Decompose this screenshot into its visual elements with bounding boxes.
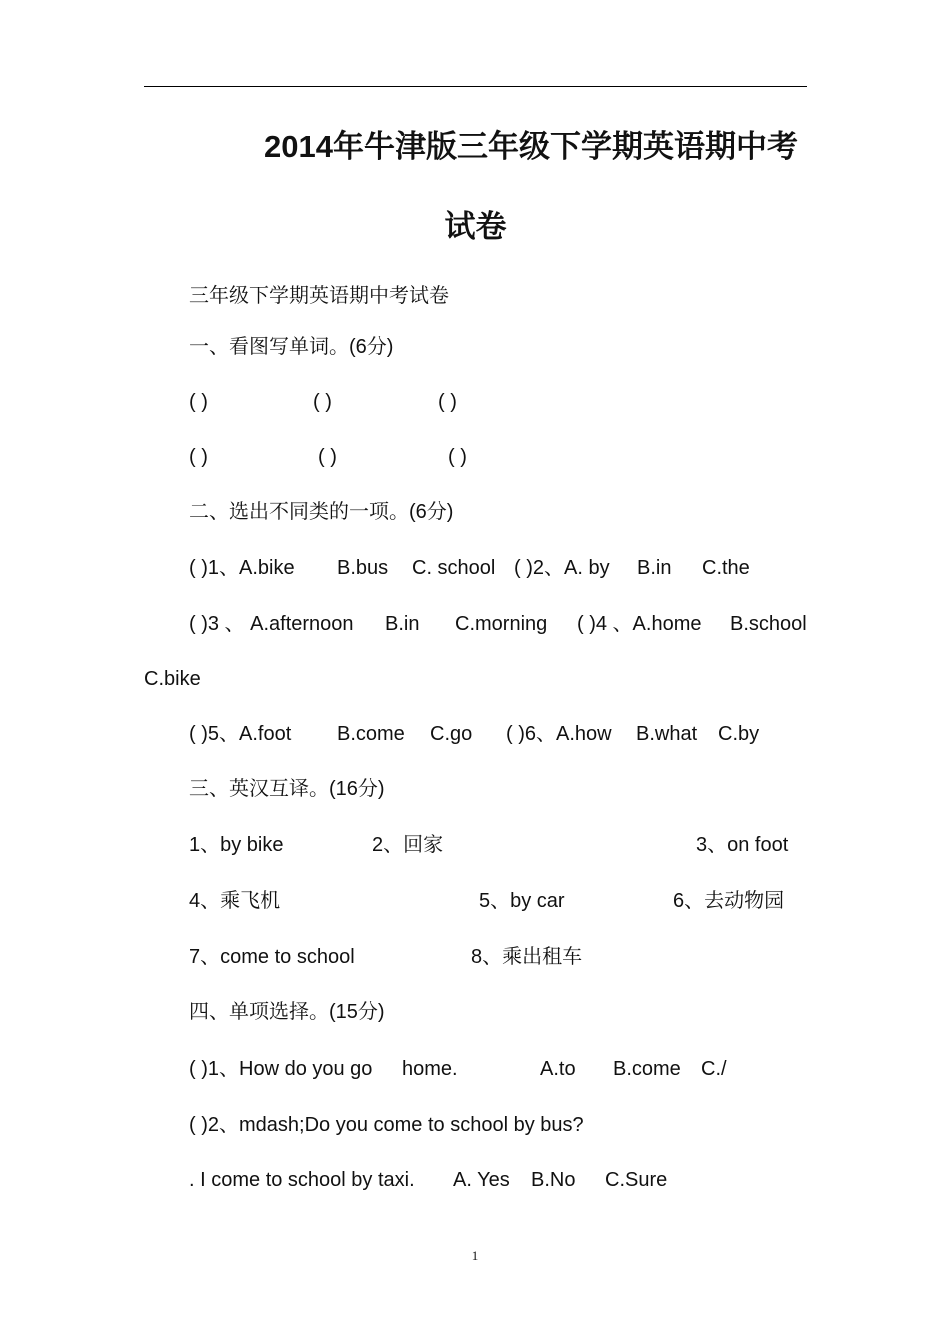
question-item: ( )1、A.bike bbox=[189, 557, 295, 579]
answer-blank: ( ) bbox=[189, 391, 208, 413]
translation-item: 3、on foot bbox=[696, 834, 789, 856]
option: B.what bbox=[636, 723, 698, 745]
option: B.in bbox=[385, 613, 420, 635]
translation-item: 1、by bike bbox=[189, 834, 284, 856]
option: C.morning bbox=[455, 613, 548, 635]
subtitle: 三年级下学期英语期中考试卷 bbox=[189, 285, 449, 307]
option: B.No bbox=[531, 1169, 576, 1191]
question-item: . I come to school by taxi. bbox=[189, 1169, 415, 1191]
question-item: ( )1、How do you go bbox=[189, 1058, 373, 1080]
translation-item: 5、by car bbox=[479, 890, 565, 912]
section-1-heading: 一、看图写单词。(6分) bbox=[189, 336, 394, 358]
question-item: ( )3 、 A.afternoon bbox=[189, 613, 354, 635]
document-title-line-2: 试卷 bbox=[444, 209, 507, 244]
option: B.in bbox=[637, 557, 672, 579]
option: B.come bbox=[613, 1058, 681, 1080]
translation-item: 2、回家 bbox=[372, 834, 444, 856]
option: C. school bbox=[412, 557, 496, 579]
question-item: ( )4 、A.home bbox=[577, 613, 702, 635]
option: C.go bbox=[430, 723, 473, 745]
option: B.school bbox=[730, 613, 807, 635]
question-item: home. bbox=[402, 1058, 458, 1080]
question-item: ( )6、A.how bbox=[506, 723, 612, 745]
option: A. Yes bbox=[453, 1169, 510, 1191]
option: C.by bbox=[718, 723, 760, 745]
section-2-heading: 二、选出不同类的一项。(6分) bbox=[189, 501, 454, 523]
document-title-line-1: 2014年牛津版三年级下学期英语期中考 bbox=[264, 129, 798, 164]
section-4-heading: 四、单项选择。(15分) bbox=[189, 1001, 385, 1023]
translation-item: 7、come to school bbox=[189, 946, 355, 968]
option: C.Sure bbox=[605, 1169, 668, 1191]
page-number: 1 bbox=[471, 1248, 479, 1263]
question-item: ( )2、A. by bbox=[514, 557, 610, 579]
translation-item: 8、乘出租车 bbox=[471, 946, 583, 968]
option: C./ bbox=[701, 1058, 727, 1080]
translation-item: 6、去动物园 bbox=[673, 890, 785, 912]
section-4-question-2: ( )2、mdash;Do you come to school by bus? bbox=[189, 1114, 584, 1136]
option: C.the bbox=[702, 557, 750, 579]
section-2-wrapped-option: C.bike bbox=[144, 668, 201, 690]
answer-blank: ( ) bbox=[438, 391, 457, 413]
answer-blank: ( ) bbox=[189, 446, 208, 468]
translation-item: 4、乘飞机 bbox=[189, 890, 281, 912]
header-rule bbox=[144, 86, 807, 87]
answer-blank: ( ) bbox=[318, 446, 337, 468]
option: A.to bbox=[540, 1058, 576, 1080]
option: B.come bbox=[337, 723, 405, 745]
option: B.bus bbox=[337, 557, 389, 579]
answer-blank: ( ) bbox=[448, 446, 467, 468]
answer-blank: ( ) bbox=[313, 391, 332, 413]
question-item: ( )5、A.foot bbox=[189, 723, 292, 745]
section-3-heading: 三、英汉互译。(16分) bbox=[189, 778, 385, 800]
